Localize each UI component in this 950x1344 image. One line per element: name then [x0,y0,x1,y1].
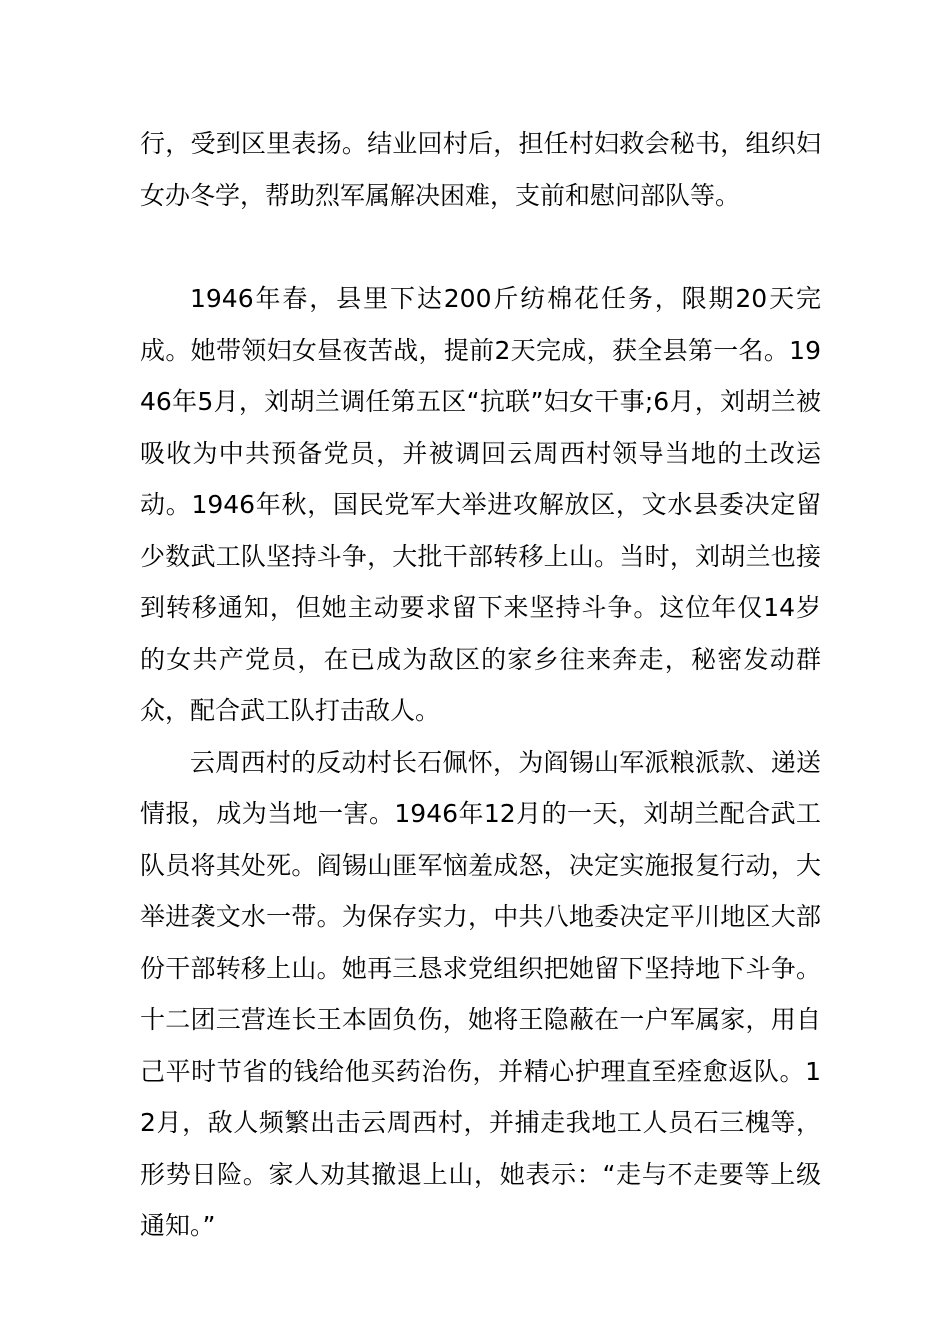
paragraph-yunzhouxi-village: 云周西村的反动村长石佩怀，为阎锡山军派粮派款、递送情报，成为当地一害。1946年12月的一天，刘胡兰配合武工队员将其处死。阎锡山匪军恼羞成怒，决定实施报复行动，大举进袭文水一带。为保存实力，中共八地委决定平川地区大部份干部转移上山。她再三恳求党组织把她留下坚持地下斗争。十二团三营连长王本固负伤，她将王隐蔽在一户军属家，用自己平时节省的钱给他买药治伤，并精心护理直至痊愈返队。12月，敌人频繁出击云周西村，并捕走我地工人员石三槐等，形势日险。家人劝其撤退上山，她表示：“走与不走要等上级通知。” [140,747,821,1240]
paragraph-spacer [140,221,821,273]
paragraph-continuation: 行，受到区里表扬。结业回村后，担任村妇救会秘书，组织妇女办冬学，帮助烈军属解决困难，支前和慰问部队等。 [140,129,821,210]
paragraph-1946-spring: 1946年春，县里下达200斤纺棉花任务，限期20天完成。她带领妇女昼夜苦战，提前2天完成，获全县第一名。1946年5月，刘胡兰调任第五区“抗联”妇女干事;6月，刘胡兰被吸收为中共预备党员，并被调回云周西村领导当地的土改运动。1946年秋，国民党军大举进攻解放区，文水县委决定留少数武工队坚持斗争，大批干部转移上山。当时，刘胡兰也接到转移通知，但她主动要求留下来坚持斗争。这位年仅14岁的女共产党员，在已成为敌区的家乡往来奔走，秘密发动群众，配合武工队打击敌人。 [140,284,821,725]
document-page [140,118,821,1252]
